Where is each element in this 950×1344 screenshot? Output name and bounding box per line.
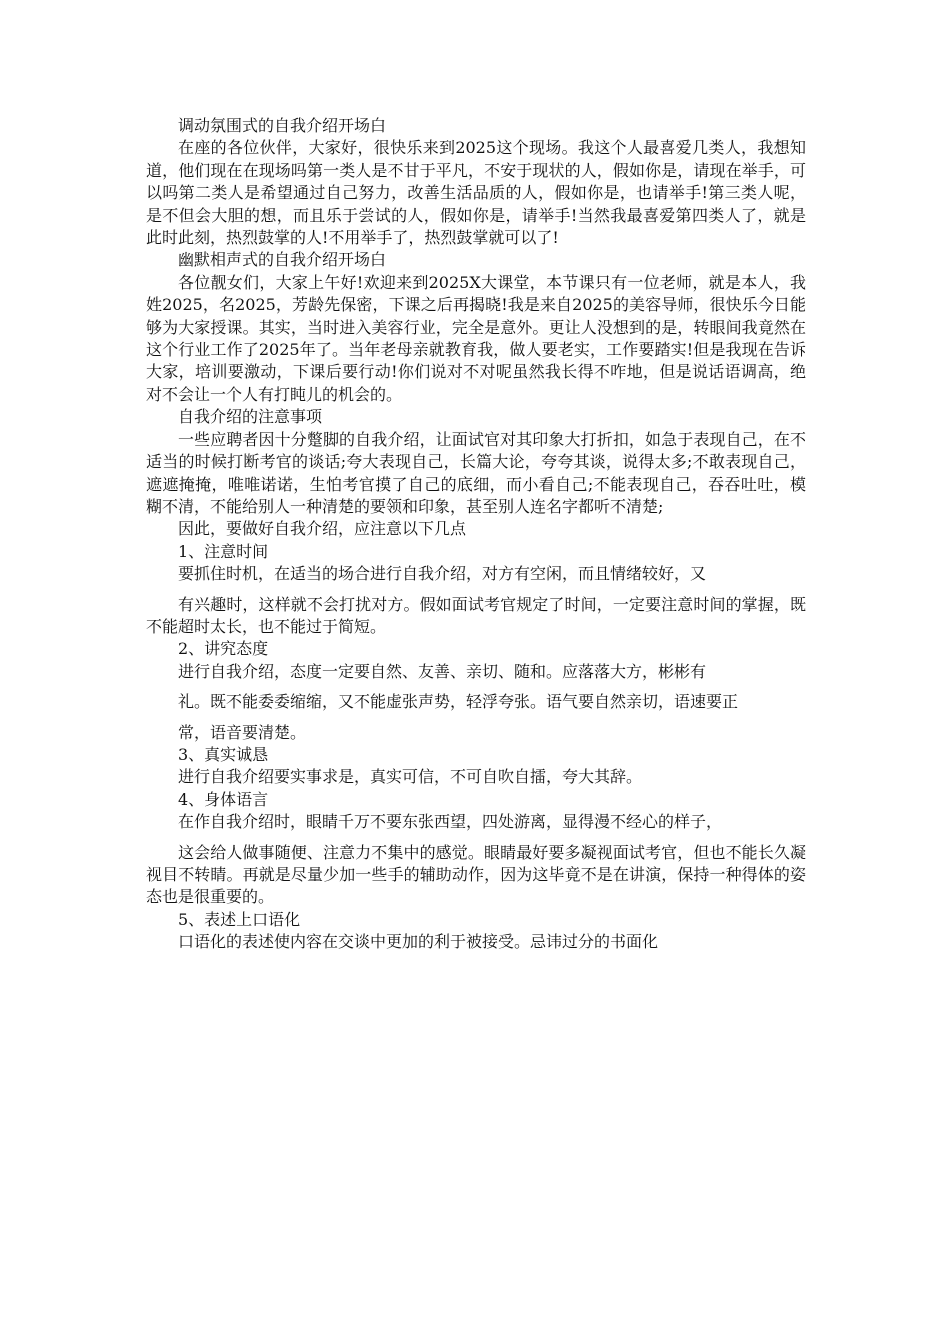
paragraph-point-2c: 常，语音要清楚。 xyxy=(178,722,307,742)
document-page xyxy=(146,115,806,954)
heading-notes: 自我介绍的注意事项 xyxy=(178,407,323,427)
paragraph-point-4a: 在作自我介绍时，眼睛千万不要东张西望，四处游离，显得漫不经心的样子， xyxy=(178,812,723,832)
paragraph-atmosphere-body: 在座的各位伙伴，大家好，很快乐来到2025这个现场。我这个人最喜爱几类人，我想知道，他们现在在现场吗第一类人是不甘于平凡，不安于现状的人，假如你是，请现在举手，可以吗第二类人是希望通过自己努力，改善生活品质的人，假如你是，也请举手!第三类人呢，是不但会大胆的想，而且乐于尝试的人，假如你是，请举手!当然我最喜爱第四类人了，就是此时此刻，热烈鼓掌的人!不用举手了，热烈鼓掌就可以了! xyxy=(146,138,806,248)
heading-atmosphere-opening: 调动氛围式的自我介绍开场白 xyxy=(178,116,387,135)
paragraph-point-1a: 要抓住时机，在适当的场合进行自我介绍，对方有空闲，而且情绪较好，又 xyxy=(178,564,707,584)
heading-point-4: 4、身体语言 xyxy=(178,789,269,809)
heading-humor-opening: 幽默相声式的自我介绍开场白 xyxy=(178,250,387,270)
paragraph-notes-body: 一些应聘者因十分蹩脚的自我介绍，让面试官对其印象大打折扣，如急于表现自己，在不适当的时候打断考官的谈话;夸大表现自己，长篇大论，夸夸其谈，说得太多;不敢表现自己，遮遮掩掩，唯唯诺诺，生怕考官摸了自己的底细，而小看自己;不能表现自己，吞吞吐吐，模糊不清，不能给别人一种清楚的要领和印象，甚至别人连名字都听不清楚; xyxy=(146,429,806,516)
paragraph-point-3: 进行自我介绍要实事求是，真实可信，不可自吹自擂，夸大其辞。 xyxy=(178,767,643,787)
paragraph-point-5: 口语化的表述使内容在交谈中更加的利于被接受。忌讳过分的书面化 xyxy=(178,932,659,952)
heading-point-1: 1、注意时间 xyxy=(178,541,269,561)
heading-point-3: 3、真实诚恳 xyxy=(178,744,269,764)
paragraph-point-2b: 礼。既不能委委缩缩，又不能虚张声势，轻浮夸张。语气要自然亲切，语速要正 xyxy=(178,692,739,712)
heading-point-2: 2、讲究态度 xyxy=(178,639,269,659)
paragraph-point-1b: 有兴趣时，这样就不会打扰对方。假如面试考官规定了时间，一定要注意时间的掌握，既不能超时太长，也不能过于简短。 xyxy=(146,594,806,636)
paragraph-notes-intro: 因此，要做好自我介绍，应注意以下几点 xyxy=(178,519,467,539)
paragraph-point-2a: 进行自我介绍，态度一定要自然、友善、亲切、随和。应落落大方，彬彬有 xyxy=(178,661,707,681)
heading-point-5: 5、表述上口语化 xyxy=(178,909,301,929)
paragraph-humor-body: 各位靓女们，大家上午好!欢迎来到2025X大课堂，本节课只有一位老师，就是本人，我姓2025，名2025，芳龄先保密，下课之后再揭晓!我是来自2025的美容导师，很快乐今日能够为大家授课。其实，当时进入美容行业，完全是意外。更让人没想到的是，转眼间我竟然在这个行业工作了2025年了。当年老母亲就教育我，做人要老实，工作要踏实!但是我现在告诉大家，培训要激动，下课后要行动!你们说对不对呢虽然我长得不咋地，但是说话语调高，绝对不会让一个人有打盹儿的机会的。 xyxy=(146,272,806,404)
paragraph-point-4b: 这会给人做事随便、注意力不集中的感觉。眼睛最好要多凝视面试考官，但也不能长久凝视目不转睛。再就是尽量少加一些手的辅助动作，因为这毕竟不是在讲演，保持一种得体的姿态也是很重要的。 xyxy=(146,842,806,907)
